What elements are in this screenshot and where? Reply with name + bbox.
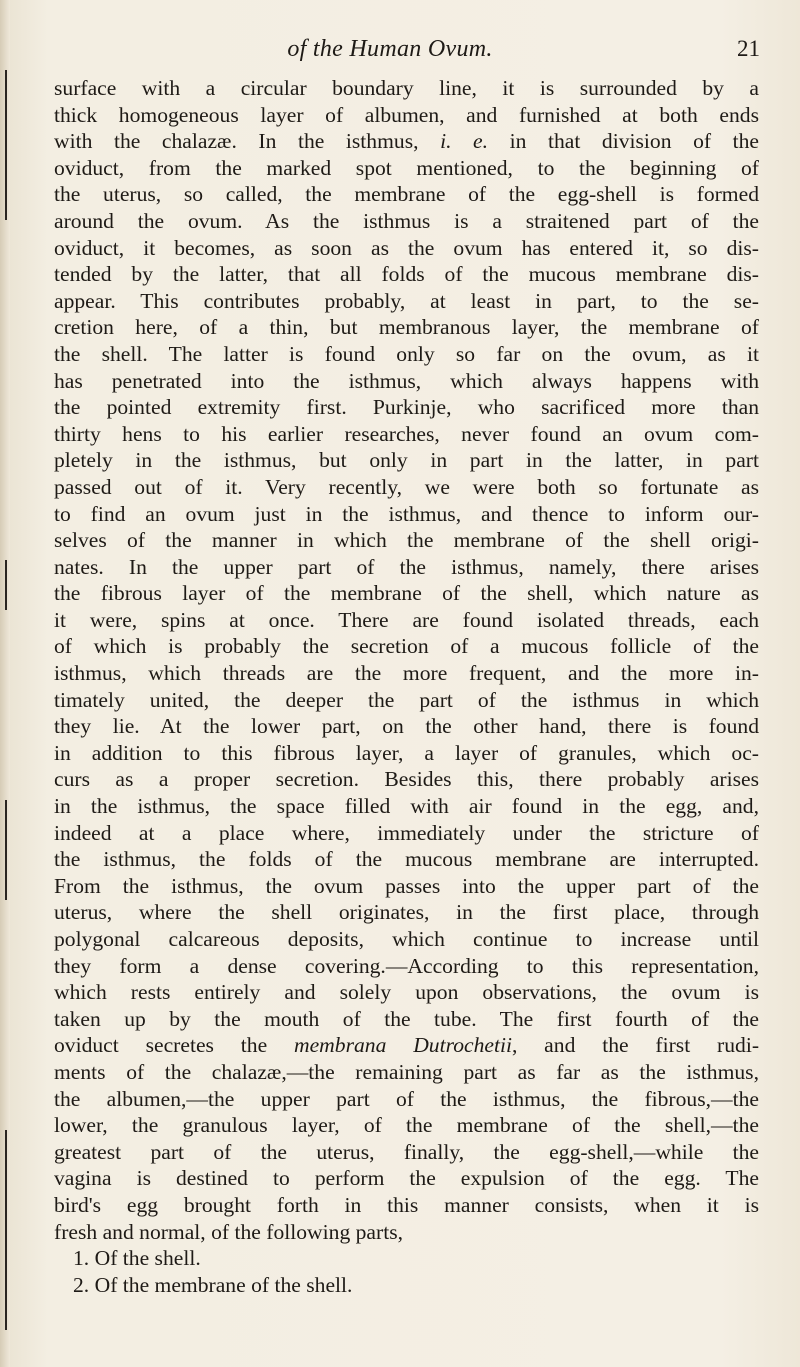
text-line: the uterus, so called, the membrane of the egg-shell is formed bbox=[54, 182, 759, 207]
text-line: it were, spins at once. There are found isolated threads, each bbox=[54, 607, 759, 632]
text-line: nates. In the upper part of the isthmus, namely, there arises bbox=[54, 554, 759, 579]
margin-rule-lower bbox=[5, 800, 7, 900]
text-line: they form a dense covering.—According to this representation, bbox=[54, 953, 759, 978]
text-line: greatest part of the uterus, finally, the egg-shell,—while the bbox=[54, 1139, 759, 1164]
text-line: in addition to this fibrous layer, a layer of granules, which oc- bbox=[54, 740, 759, 765]
text-line: appear. This contributes probably, at least in part, to the se- bbox=[54, 288, 759, 313]
text-line: oviduct, from the marked spot mentioned, to the beginning of bbox=[54, 155, 759, 180]
text-line: timately united, the deeper the part of the isthmus in which bbox=[54, 687, 759, 712]
text-line: oviduct secretes the membrana Dutrochetii, and the first rudi- bbox=[54, 1033, 760, 1058]
text-line: uterus, where the shell originates, in the first place, through bbox=[54, 900, 759, 925]
list-item: 1. Of the shell. bbox=[73, 1246, 201, 1271]
body-text bbox=[54, 75, 759, 1298]
margin-rule-upper bbox=[5, 70, 7, 220]
text-line: surface with a circular boundary line, it is surrounded by a bbox=[54, 76, 759, 100]
text-line: tended by the latter, that all folds of the mucous membrane dis- bbox=[54, 262, 759, 287]
running-title: of the Human Ovum. bbox=[287, 36, 493, 62]
text-line: the pointed extremity first. Purkinje, who sacrificed more than bbox=[54, 395, 759, 420]
text-line: curs as a proper secretion. Besides this, there probably arises bbox=[54, 767, 759, 792]
text-line: of which is probably the secretion of a mucous follicle of the bbox=[54, 634, 759, 659]
text-line: the albumen,—the upper part of the isthmus, the fibrous,—the bbox=[54, 1086, 759, 1111]
page-number: 21 bbox=[737, 36, 760, 61]
text-line: lower, the granulous layer, of the membrane of the shell,—the bbox=[54, 1113, 759, 1138]
text-line: isthmus, which threads are the more frequent, and the more in- bbox=[54, 661, 759, 686]
text-line: ments of the chalazæ,—the remaining part as far as the isthmus, bbox=[54, 1059, 759, 1084]
text-line: passed out of it. Very recently, we were both so fortunate as bbox=[54, 474, 759, 499]
page-header bbox=[0, 36, 800, 66]
text-line: thick homogeneous layer of albumen, and furnished at both ends bbox=[54, 102, 759, 127]
text-line: the fibrous layer of the membrane of the shell, which nature as bbox=[54, 581, 759, 606]
text-line: the shell. The latter is found only so far on the ovum, as it bbox=[54, 341, 759, 366]
text-line: the isthmus, the folds of the mucous membrane are interrupted. bbox=[54, 847, 759, 872]
text-line: which rests entirely and solely upon observations, the ovum is bbox=[54, 980, 759, 1005]
text-line: bird's egg brought forth in this manner consists, when it is bbox=[54, 1192, 759, 1217]
text-line: has penetrated into the isthmus, which always happens with bbox=[54, 368, 759, 393]
italic-phrase: membrana Dutrochetii bbox=[294, 1033, 512, 1058]
text-line: in the isthmus, the space filled with air found in the egg, and, bbox=[54, 794, 759, 819]
text-line: around the ovum. As the isthmus is a straitened part of the bbox=[54, 208, 759, 233]
text-line: fresh and normal, of the following parts, bbox=[54, 1219, 404, 1244]
text-line: taken up by the mouth of the tube. The first fourth of the bbox=[54, 1006, 759, 1031]
margin-rule-middle bbox=[5, 560, 7, 610]
text-line: oviduct, it becomes, as soon as the ovum has entered it, so dis- bbox=[54, 235, 759, 260]
text-line: indeed at a place where, immediately under the stricture of bbox=[54, 820, 759, 845]
text-line: pletely in the isthmus, but only in part in the latter, in part bbox=[54, 448, 759, 473]
list-item: 2. Of the membrane of the shell. bbox=[73, 1272, 353, 1297]
text-line: with the chalazæ. In the isthmus, i. e. in that division of the bbox=[54, 129, 759, 154]
text-line: polygonal calcareous deposits, which continue to increase until bbox=[54, 927, 759, 951]
text-line: selves of the manner in which the membrane of the shell origi- bbox=[54, 528, 759, 553]
text-line: vagina is destined to perform the expulsion of the egg. The bbox=[54, 1166, 759, 1191]
text-line: they lie. At the lower part, on the other hand, there is found bbox=[54, 714, 759, 739]
text-line: From the isthmus, the ovum passes into the upper part of the bbox=[54, 873, 759, 898]
text-line: thirty hens to his earlier researches, never found an ovum com- bbox=[54, 421, 759, 446]
text-line: to find an ovum just in the isthmus, and thence to inform our- bbox=[54, 501, 759, 526]
italic-phrase: i. e. bbox=[440, 129, 489, 154]
text-line: cretion here, of a thin, but membranous layer, the membrane of bbox=[54, 315, 759, 340]
margin-rule-bottom bbox=[5, 1130, 7, 1330]
